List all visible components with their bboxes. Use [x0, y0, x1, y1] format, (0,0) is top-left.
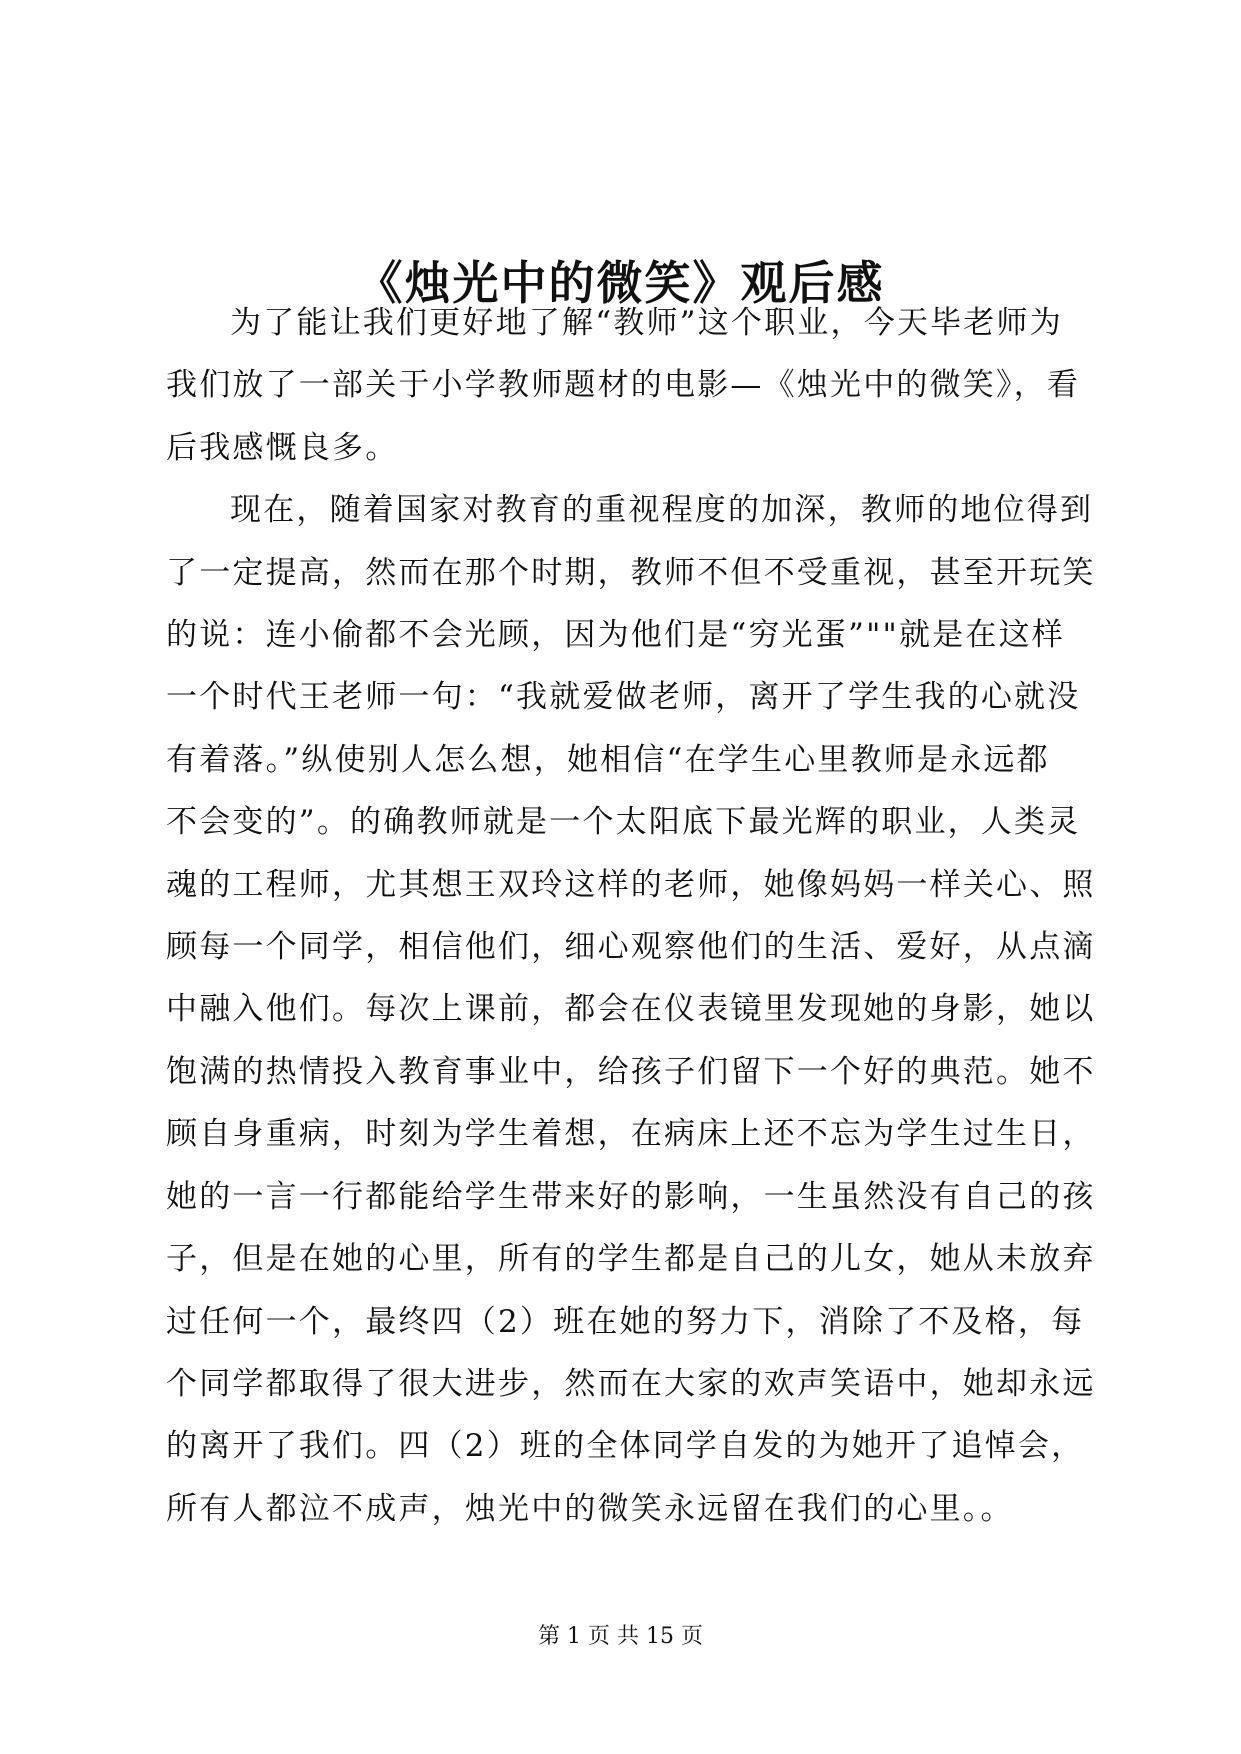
paragraph-line: 后我感慨良多。 [166, 429, 399, 466]
paragraph-line: 不会变的”。的确教师就是一个太阳底下最光辉的职业，人类灵 [166, 804, 1081, 841]
paragraph-line: 我们放了一部关于小学教师题材的电影—《烛光中的微笑》，看 [166, 367, 1081, 404]
document-title: 《烛光中的微笑》观后感 [356, 255, 885, 310]
paragraph-line: 个同学都取得了很大进步，然而在大家的欢声笑语中，她却永远 [166, 1365, 1096, 1402]
paragraph-line: 为了能让我们更好地了解“教师”这个职业，今天毕老师为 [230, 305, 1063, 341]
document-body [166, 292, 1096, 1540]
paragraph-line: 了一定提高，然而在那个时期，教师不但不受重视，甚至开玩笑 [166, 554, 1096, 591]
paragraph-line: 子，但是在她的心里，所有的学生都是自己的儿女，她从未放弃 [166, 1241, 1096, 1278]
paragraph-line: 有着落。”纵使别人怎么想，她相信“在学生心里教师是永远都 [166, 741, 1050, 778]
paragraph-line: 顾自身重病，时刻为学生着想，在病床上还不忘为学生过生日， [166, 1116, 1096, 1153]
paragraph-line: 的说：连小偷都不会光顾，因为他们是“穷光蛋”""就是在这样 [166, 617, 1066, 654]
paragraph-line: 过任何一个，最终四（2）班在她的努力下，消除了不及格，每 [166, 1303, 1085, 1340]
paragraph-line: 现在，随着国家对教育的重视程度的加深，教师的地位得到 [230, 492, 1094, 529]
paragraph-line: 魂的工程师，尤其想王双玲这样的老师，她像妈妈一样关心、照 [166, 866, 1096, 903]
paragraph-line: 所有人都泣不成声，烛光中的微笑永远留在我们的心里。。 [166, 1490, 1014, 1527]
paragraph-line: 中融入他们。每次上课前，都会在仪表镜里发现她的身影，她以 [166, 991, 1096, 1028]
paragraph-line: 顾每一个同学，相信他们，细心观察他们的生活、爱好，从点滴 [166, 929, 1096, 966]
paragraph-2 [166, 479, 1096, 1540]
paragraph-line: 一个时代王老师一句：“我就爱做老师，离开了学生我的心就没 [166, 679, 1081, 716]
paragraph-line: 她的一言一行都能给学生带来好的影响，一生虽然没有自己的孩 [166, 1178, 1096, 1215]
page-footer: 第 1 页 共 15 页 [538, 1624, 703, 1649]
paragraph-line: 饱满的热情投入教育事业中，给孩子们留下一个好的典范。她不 [166, 1053, 1096, 1090]
paragraph-1 [166, 292, 1096, 479]
paragraph-line: 的离开了我们。四（2）班的全体同学自发的为她开了追悼会， [166, 1428, 1085, 1465]
